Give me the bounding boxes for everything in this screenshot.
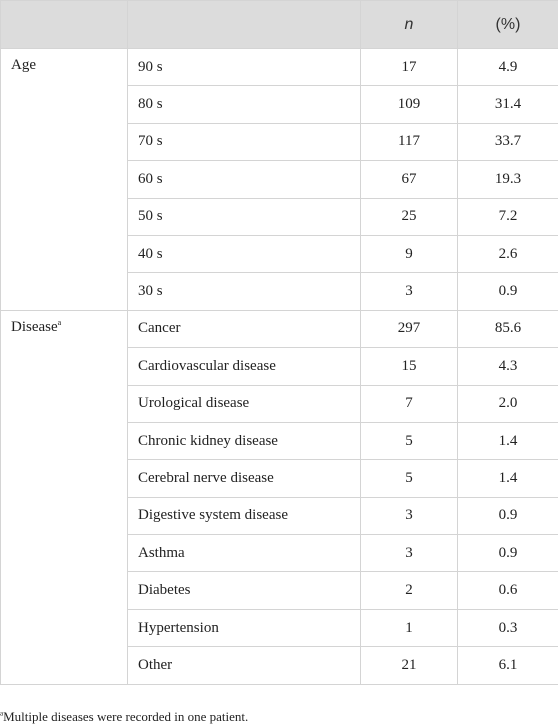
table-header — [1, 1, 558, 49]
header-category — [1, 1, 128, 49]
row-count-cell: 5 — [361, 422, 458, 459]
row-name-cell: Cardiovascular disease — [128, 348, 361, 385]
row-name-cell: Chronic kidney disease — [128, 422, 361, 459]
row-percent-cell: 31.4 — [458, 86, 558, 123]
row-count-cell: 21 — [361, 647, 458, 684]
footnote-marker: a — [0, 709, 4, 718]
row-percent-cell: 19.3 — [458, 161, 558, 198]
row-percent-cell: 7.2 — [458, 198, 558, 235]
table-footnote — [0, 709, 248, 725]
row-count-cell: 1 — [361, 609, 458, 646]
group-label-cell — [1, 49, 128, 311]
row-percent-cell: 33.7 — [458, 123, 558, 160]
group-label-cell — [1, 310, 128, 684]
row-name-cell: Urological disease — [128, 385, 361, 422]
row-name-cell: 30 s — [128, 273, 361, 310]
footnote-text: Multiple diseases were recorded in one patient. — [3, 709, 249, 724]
row-count-cell: 3 — [361, 535, 458, 572]
row-count-cell: 297 — [361, 310, 458, 347]
row-percent-cell: 85.6 — [458, 310, 558, 347]
row-percent-cell: 2.0 — [458, 385, 558, 422]
table-row — [1, 49, 558, 86]
row-count-cell: 67 — [361, 161, 458, 198]
group-label-footnote-marker: a — [57, 317, 62, 327]
row-name-cell: Diabetes — [128, 572, 361, 609]
row-name-cell: Digestive system disease — [128, 497, 361, 534]
row-name-cell: 40 s — [128, 235, 361, 272]
row-percent-cell: 0.9 — [458, 273, 558, 310]
row-percent-cell: 0.9 — [458, 497, 558, 534]
row-name-cell: 60 s — [128, 161, 361, 198]
header-row — [1, 1, 558, 49]
table-body — [1, 49, 558, 685]
row-percent-cell: 0.3 — [458, 609, 558, 646]
row-name-cell: Cancer — [128, 310, 361, 347]
row-name-cell: Cerebral nerve disease — [128, 460, 361, 497]
row-count-cell: 109 — [361, 86, 458, 123]
row-count-cell: 2 — [361, 572, 458, 609]
row-percent-cell: 2.6 — [458, 235, 558, 272]
header-subcategory — [128, 1, 361, 49]
row-name-cell: 90 s — [128, 49, 361, 86]
row-percent-cell: 1.4 — [458, 422, 558, 459]
header-n: n — [361, 1, 458, 49]
row-count-cell: 5 — [361, 460, 458, 497]
group-label: Age — [11, 57, 36, 73]
row-count-cell: 17 — [361, 49, 458, 86]
row-name-cell: 70 s — [128, 123, 361, 160]
row-name-cell: Other — [128, 647, 361, 684]
table-row — [1, 310, 558, 347]
row-percent-cell: 0.9 — [458, 535, 558, 572]
row-percent-cell: 1.4 — [458, 460, 558, 497]
group-label: Disease — [11, 318, 58, 335]
row-count-cell: 15 — [361, 348, 458, 385]
row-name-cell: 80 s — [128, 86, 361, 123]
row-count-cell: 117 — [361, 123, 458, 160]
header-percent: (%) — [458, 1, 558, 49]
row-count-cell: 7 — [361, 385, 458, 422]
row-count-cell: 25 — [361, 198, 458, 235]
row-count-cell: 9 — [361, 235, 458, 272]
row-percent-cell: 4.3 — [458, 348, 558, 385]
row-name-cell: Asthma — [128, 535, 361, 572]
row-count-cell: 3 — [361, 497, 458, 534]
row-name-cell: 50 s — [128, 198, 361, 235]
row-count-cell: 3 — [361, 273, 458, 310]
row-percent-cell: 4.9 — [458, 49, 558, 86]
row-percent-cell: 0.6 — [458, 572, 558, 609]
row-name-cell: Hypertension — [128, 609, 361, 646]
row-percent-cell: 6.1 — [458, 647, 558, 684]
